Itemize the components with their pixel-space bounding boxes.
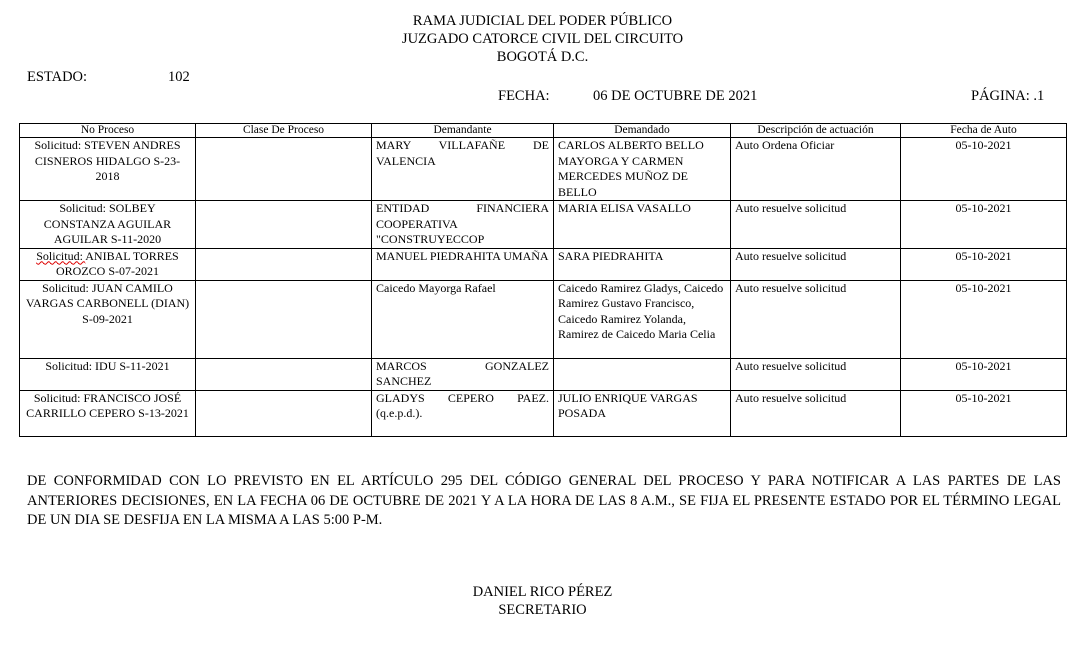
signature-block: [0, 583, 1085, 619]
cell-proceso: [20, 280, 196, 358]
solicitud-prefix: Solicitud:: [36, 248, 86, 263]
table-row: [20, 201, 1067, 249]
cell-clase: [196, 280, 372, 358]
notice-paragraph: DE CONFORMIDAD CON LO PREVISTO EN EL ARTÍCULO 295 DEL CÓDIGO GENERAL DEL PROCESO Y PARA NOTIFICAR A LAS PARTES DE LAS ANTERIORES DECISIONES, EN LA FECHA 06 DE OCTUBRE DE 2021 Y A LA HORA DE LAS 8 A.M., SE FIJA EL PRESENTE ESTADO POR EL TÉRMINO LEGAL DE UN DIA SE DESFIJA EN LA MISMA A LAS 5:00 P-M.: [27, 473, 1061, 528]
cell-demandado: JULIO ENRIQUE VARGAS POSADA: [554, 390, 731, 436]
cell-clase: [196, 201, 372, 249]
proceso-name: SOLBEY CONSTANZA AGUILAR AGUILAR S-11-2020: [43, 201, 172, 246]
fecha-label: FECHA:: [498, 88, 550, 104]
cell-demandado: MARIA ELISA VASALLO: [554, 201, 731, 249]
cell-descripcion: Auto resuelve solicitud: [731, 390, 901, 436]
header-line-3: BOGOTÁ D.C.: [496, 49, 589, 65]
cell-fecha: 05-10-2021: [901, 280, 1067, 358]
cell-demandante: ENTIDAD FINANCIERA COOPERATIVA "CONSTRUYECCOP: [372, 201, 554, 249]
cell-proceso: [20, 138, 196, 201]
estado-table: [19, 123, 1067, 437]
proceso-name: FRANCISCO JOSÉ CARRILLO CEPERO S-13-2021: [26, 390, 189, 420]
col-header-descripcion: Descripción de actuación: [731, 124, 901, 138]
table-row: [20, 358, 1067, 390]
proceso-name: ANIBAL TORRES OROZCO S-07-2021: [55, 248, 179, 278]
page-number: PÁGINA: .1: [971, 88, 1045, 104]
proceso-name: JUAN CAMILO VARGAS CARBONELL (DIAN) S-09-2021: [25, 280, 190, 326]
cell-descripcion: Auto resuelve solicitud: [731, 280, 901, 358]
cell-clase: [196, 358, 372, 390]
cell-descripcion: Auto Ordena Oficiar: [731, 138, 901, 201]
table-row: [20, 138, 1067, 201]
cell-demandado: Caicedo Ramirez Gladys, Caicedo Ramirez Gustavo Francisco, Caicedo Ramirez Yolanda, Ramirez de Caicedo Maria Celia: [554, 280, 731, 358]
cell-fecha: 05-10-2021: [901, 390, 1067, 436]
cell-demandado: SARA PIEDRAHITA: [554, 248, 731, 280]
cell-demandante: GLADYS CEPERO PAEZ. (q.e.p.d.).: [372, 390, 554, 436]
cell-proceso: [20, 358, 196, 390]
col-header-clase: Clase De Proceso: [196, 124, 372, 138]
table-row: [20, 280, 1067, 358]
header-line-2: JUZGADO CATORCE CIVIL DEL CIRCUITO: [401, 31, 684, 47]
cell-clase: [196, 248, 372, 280]
signer-title: SECRETARIO: [498, 602, 587, 618]
cell-proceso: [20, 390, 196, 436]
cell-fecha: 05-10-2021: [901, 138, 1067, 201]
cell-clase: [196, 138, 372, 201]
estado-number: 102: [168, 69, 190, 85]
table-row: [20, 248, 1067, 280]
cell-demandado: [554, 358, 731, 390]
solicitud-prefix: Solicitud:: [34, 138, 85, 152]
cell-clase: [196, 390, 372, 436]
cell-fecha: 05-10-2021: [901, 358, 1067, 390]
cell-fecha: 05-10-2021: [901, 248, 1067, 280]
cell-descripcion: Auto resuelve solicitud: [731, 201, 901, 249]
header-line-1: RAMA JUDICIAL DEL PODER PÚBLICO: [412, 13, 673, 29]
signer-name: DANIEL RICO PÉREZ: [472, 584, 613, 600]
col-header-fecha-auto: Fecha de Auto: [901, 124, 1067, 138]
cell-demandante: MANUEL PIEDRAHITA UMAÑA: [372, 248, 554, 280]
solicitud-prefix: Solicitud:: [45, 358, 96, 373]
proceso-name: IDU S-11-2021: [95, 358, 170, 373]
document-header: [0, 12, 1085, 66]
cell-proceso: [20, 248, 196, 280]
cell-demandado: CARLOS ALBERTO BELLO MAYORGA Y CARMEN MERCEDES MUÑOZ DE BELLO: [554, 138, 731, 201]
cell-demandante: Caicedo Mayorga Rafael: [372, 280, 554, 358]
estado-label: ESTADO:: [27, 69, 88, 85]
cell-demandante: MARY VILLAFAÑE DE VALENCIA: [372, 138, 554, 201]
cell-proceso: [20, 201, 196, 249]
cell-fecha: 05-10-2021: [901, 201, 1067, 249]
cell-demandante: MARCOS GONZALEZ SANCHEZ: [372, 358, 554, 390]
solicitud-prefix: Solicitud:: [42, 280, 92, 295]
proceso-name: STEVEN ANDRES CISNEROS HIDALGO S-23-2018: [34, 138, 181, 183]
solicitud-prefix: Solicitud:: [33, 390, 84, 405]
cell-descripcion: Auto resuelve solicitud: [731, 358, 901, 390]
table-row: [20, 390, 1067, 436]
col-header-no-proceso: No Proceso: [20, 124, 196, 138]
fecha-value: 06 DE OCTUBRE DE 2021: [593, 88, 758, 104]
solicitud-prefix: Solicitud:: [59, 201, 109, 215]
col-header-demandante: Demandante: [372, 124, 554, 138]
col-header-demandado: Demandado: [554, 124, 731, 138]
table-header-row: [20, 124, 1067, 138]
cell-descripcion: Auto resuelve solicitud: [731, 248, 901, 280]
